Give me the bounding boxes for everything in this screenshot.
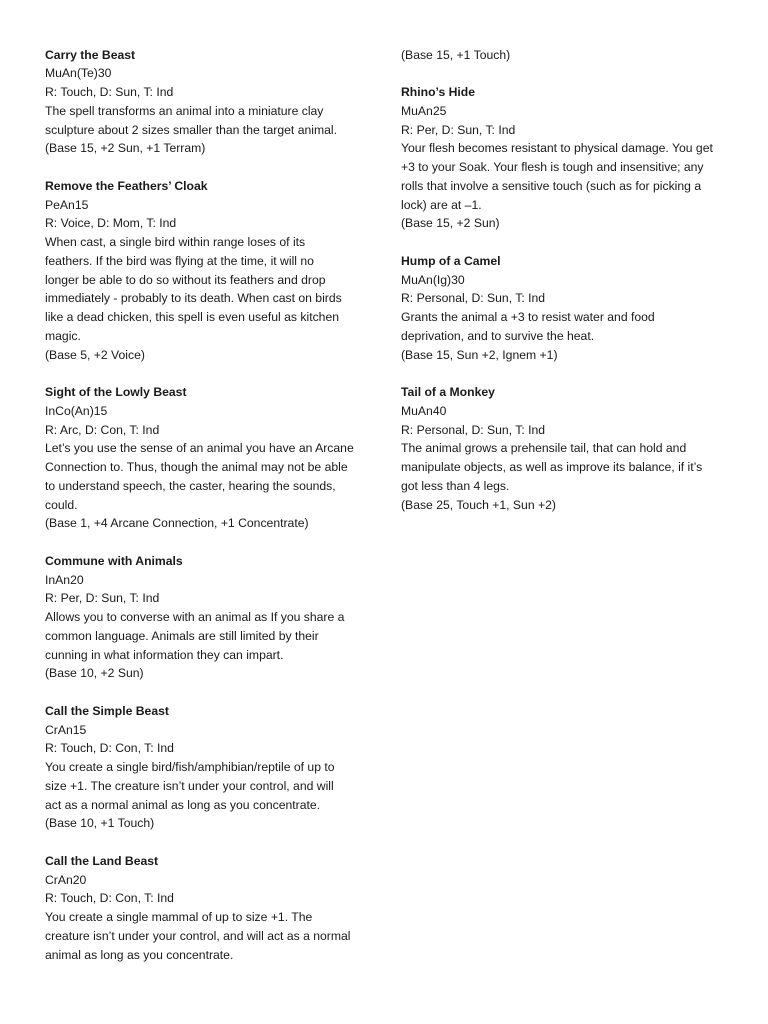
spell-formula: MuAn40 bbox=[401, 403, 447, 418]
spell-level-breakdown: (Base 25, Touch +1, Sun +2) bbox=[401, 497, 556, 512]
spell-description-line: The spell transforms an animal into a miniature clay bbox=[45, 103, 324, 118]
spell-description-line: The animal grows a prehensile tail, that can hold and bbox=[401, 441, 687, 456]
spell-description-line: sculpture about 2 sizes smaller than the target animal. bbox=[45, 122, 337, 137]
spell-title: Rhino’s Hide bbox=[401, 85, 476, 99]
spell-description-line: act as a normal animal as long as you concentrate. bbox=[45, 797, 321, 812]
spell-parameters: R: Per, D: Sun, T: Ind bbox=[45, 591, 160, 606]
spell-description-line: got less than 4 legs. bbox=[401, 478, 510, 493]
spell-level-breakdown: (Base 15, Sun +2, Ignem +1) bbox=[401, 347, 558, 362]
spell-description-line: rolls that involve a sensitive touch (such as for picking a bbox=[401, 178, 702, 193]
spell-description-line: cunning in what information they can impart. bbox=[45, 647, 284, 662]
spell-level-breakdown: (Base 10, +1 Touch) bbox=[45, 816, 155, 831]
spell-formula: PeAn15 bbox=[45, 197, 89, 212]
spell-description-line: Grants the animal a +3 to resist water and food bbox=[401, 310, 655, 324]
spell-formula: MuAn(Te)30 bbox=[45, 66, 112, 81]
spell-description-line: magic. bbox=[45, 328, 81, 343]
spell-description-line: Allows you to converse with an animal as If you share a bbox=[45, 610, 345, 624]
spell-parameters: R: Arc, D: Con, T: Ind bbox=[45, 422, 160, 437]
spell-title: Tail of a Monkey bbox=[401, 385, 495, 399]
spell-level-breakdown: (Base 10, +2 Sun) bbox=[45, 666, 144, 681]
spell-description-line: manipulate objects, as well as improve its balance, if it’s bbox=[401, 460, 703, 474]
spell-parameters: R: Touch, D: Sun, T: Ind bbox=[45, 85, 174, 99]
spell-entry-rhino-s-hide bbox=[401, 83, 731, 233]
spell-formula: CrAn15 bbox=[45, 722, 87, 737]
spell-entry-remove-the-feathers-cloak bbox=[45, 177, 368, 365]
spell-description-line: like a dead chicken, this spell is even useful as kitchen bbox=[45, 310, 340, 324]
spell-title: Call the Simple Beast bbox=[45, 703, 169, 718]
spell-entry-sight-of-the-lowly-beast bbox=[45, 383, 368, 533]
spell-description-line: longer be able to do so without its feathers and drop bbox=[45, 272, 326, 287]
spell-description-line: When cast, a single bird within range loses of its bbox=[45, 235, 306, 249]
spell-level-breakdown: (Base 15, +2 Sun, +1 Terram) bbox=[45, 141, 206, 156]
spell-description-line: immediately - probably to its death. When cast on birds bbox=[45, 291, 342, 306]
spell-title: Hump of a Camel bbox=[401, 253, 501, 268]
spell-description-line: size +1. The creature isn’t under your control, and will bbox=[45, 778, 334, 793]
spell-description-line: animal as long as you concentrate. bbox=[45, 947, 234, 962]
continuation-line: (Base 15, +1 Touch) bbox=[401, 47, 511, 62]
spell-entry-call-the-land-beast bbox=[45, 852, 368, 965]
spell-formula: CrAn20 bbox=[45, 872, 87, 887]
spell-parameters: R: Touch, D: Con, T: Ind bbox=[45, 891, 174, 906]
spell-entry-commune-with-animals bbox=[45, 552, 368, 683]
spell-title: Carry the Beast bbox=[45, 47, 136, 62]
left-column bbox=[45, 46, 368, 984]
spell-description-line: deprivation, and to survive the heat. bbox=[401, 328, 595, 343]
spell-description-line: Connection to. Thus, though the animal may not be able bbox=[45, 460, 348, 474]
spell-description-line: common language. Animals are still limited by their bbox=[45, 628, 319, 643]
spell-description-line: +3 to your Soak. Your flesh is tough and insensitive; any bbox=[401, 160, 704, 174]
spell-parameters: R: Voice, D: Mom, T: Ind bbox=[45, 216, 177, 231]
spell-description-line: creature isn’t under your control, and will act as a normal bbox=[45, 928, 351, 943]
spell-parameters: R: Per, D: Sun, T: Ind bbox=[401, 122, 516, 137]
right-column bbox=[401, 46, 731, 534]
spell-level-breakdown: (Base 1, +4 Arcane Connection, +1 Concentrate) bbox=[45, 516, 309, 531]
spell-parameters: R: Personal, D: Sun, T: Ind bbox=[401, 291, 546, 306]
spell-entry-carry-the-beast bbox=[45, 46, 368, 159]
spell-title: Commune with Animals bbox=[45, 553, 183, 568]
spell-entry-tail-of-a-monkey bbox=[401, 383, 731, 514]
spell-parameters: R: Touch, D: Con, T: Ind bbox=[45, 741, 174, 756]
spell-description-line: Your flesh becomes resistant to physical damage. You get bbox=[401, 141, 713, 156]
spell-description-line: could. bbox=[45, 497, 78, 512]
spell-entry-call-the-simple-beast bbox=[45, 702, 368, 833]
spell-continuation bbox=[401, 46, 731, 65]
spell-title: Call the Land Beast bbox=[45, 853, 159, 868]
spell-parameters: R: Personal, D: Sun, T: Ind bbox=[401, 422, 546, 437]
spell-level-breakdown: (Base 15, +2 Sun) bbox=[401, 216, 500, 231]
spell-level-breakdown: (Base 5, +2 Voice) bbox=[45, 347, 145, 362]
spell-entry-hump-of-a-camel bbox=[401, 252, 731, 365]
spell-title: Sight of the Lowly Beast bbox=[45, 385, 187, 399]
spell-description-line: lock) are at –1. bbox=[401, 197, 482, 212]
spell-description-line: Let’s you use the sense of an animal you have an Arcane bbox=[45, 441, 354, 456]
spell-formula: InAn20 bbox=[45, 572, 84, 587]
spell-description-line: feathers. If the bird was flying at the time, it will no bbox=[45, 253, 314, 268]
spell-formula: MuAn25 bbox=[401, 103, 447, 118]
spell-description-line: You create a single bird/fish/amphibian/reptile of up to bbox=[45, 760, 335, 774]
spell-formula: MuAn(Ig)30 bbox=[401, 272, 465, 287]
spell-title: Remove the Feathers’ Cloak bbox=[45, 178, 208, 193]
spell-description-line: to understand speech, the caster, hearing the sounds, bbox=[45, 478, 336, 493]
spell-formula: InCo(An)15 bbox=[45, 403, 108, 418]
spell-description-line: You create a single mammal of up to size +1. The bbox=[45, 910, 313, 924]
